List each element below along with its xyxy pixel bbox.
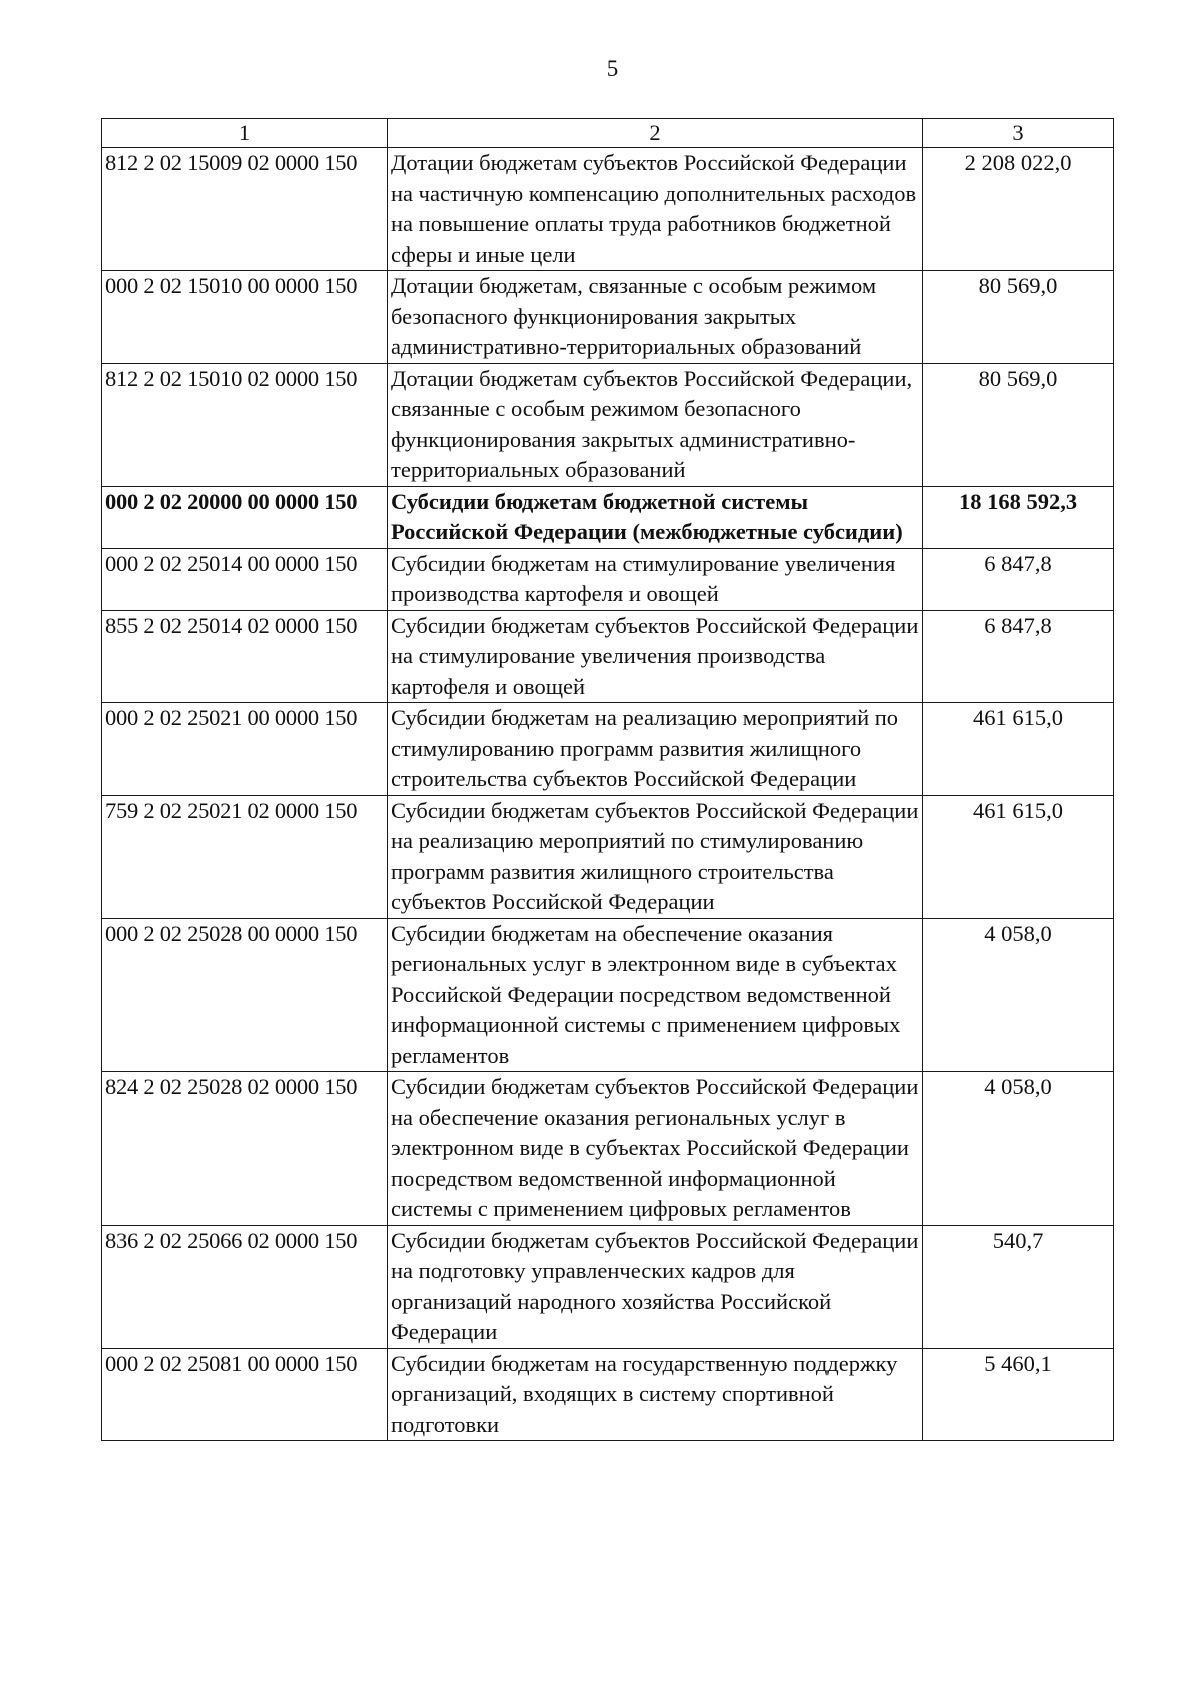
budget-code-cell: 824 2 02 25028 02 0000 150 — [102, 1072, 388, 1226]
description-cell: Субсидии бюджетам субъектов Российской Федерации на подготовку управленческих кадров для организаций народного хозяйства Российской Федерации — [388, 1225, 923, 1348]
table-row — [102, 1348, 1114, 1441]
table-row — [102, 548, 1114, 610]
amount-cell: 5 460,1 — [923, 1348, 1114, 1441]
amount-cell: 461 615,0 — [923, 703, 1114, 796]
description-cell: Дотации бюджетам субъектов Российской Федерации на частичную компенсацию дополнительных расходов на повышение оплаты труда работников бюджетной сферы и иные цели — [388, 148, 923, 271]
amount-cell: 80 569,0 — [923, 363, 1114, 486]
description-cell: Субсидии бюджетам на реализацию мероприятий по стимулированию программ развития жилищного строительства субъектов Российской Федерации — [388, 703, 923, 796]
table-row — [102, 795, 1114, 918]
budget-code-cell: 759 2 02 25021 02 0000 150 — [102, 795, 388, 918]
amount-cell: 6 847,8 — [923, 548, 1114, 610]
budget-code-cell: 000 2 02 25014 00 0000 150 — [102, 548, 388, 610]
table-body — [102, 148, 1114, 1441]
page-number: 5 — [606, 56, 619, 81]
amount-cell: 4 058,0 — [923, 1072, 1114, 1226]
amount-cell: 6 847,8 — [923, 610, 1114, 703]
budget-table — [101, 118, 1114, 1441]
table-header-row — [102, 119, 1114, 148]
amount-cell: 461 615,0 — [923, 795, 1114, 918]
column-header-description: 2 — [388, 119, 923, 148]
table-row — [102, 918, 1114, 1072]
amount-cell: 4 058,0 — [923, 918, 1114, 1072]
budget-code-cell: 000 2 02 20000 00 0000 150 — [102, 486, 388, 548]
description-cell: Дотации бюджетам субъектов Российской Федерации, связанные с особым режимом безопасного функционирования закрытых административно-территориальных образований — [388, 363, 923, 486]
description-cell: Субсидии бюджетам на государственную поддержку организаций, входящих в систему спортивной подготовки — [388, 1348, 923, 1441]
amount-cell: 18 168 592,3 — [923, 486, 1114, 548]
column-header-code: 1 — [102, 119, 388, 148]
description-cell: Субсидии бюджетам на обеспечение оказания региональных услуг в электронном виде в субъектах Российской Федерации посредством ведомственной информационной системы с применением цифровых регламентов — [388, 918, 923, 1072]
budget-code-cell: 836 2 02 25066 02 0000 150 — [102, 1225, 388, 1348]
description-cell: Субсидии бюджетам субъектов Российской Федерации на реализацию мероприятий по стимулированию программ развития жилищного строительства субъектов Российской Федерации — [388, 795, 923, 918]
description-cell: Субсидии бюджетам субъектов Российской Федерации на стимулирование увеличения производства картофеля и овощей — [388, 610, 923, 703]
table-row — [102, 610, 1114, 703]
table-row — [102, 363, 1114, 486]
table-row — [102, 1225, 1114, 1348]
budget-code-cell: 812 2 02 15010 02 0000 150 — [102, 363, 388, 486]
description-cell: Субсидии бюджетам на стимулирование увеличения производства картофеля и овощей — [388, 548, 923, 610]
table-row — [102, 1072, 1114, 1226]
budget-code-cell: 812 2 02 15009 02 0000 150 — [102, 148, 388, 271]
amount-cell: 540,7 — [923, 1225, 1114, 1348]
table-row-section-total — [102, 486, 1114, 548]
budget-code-cell: 000 2 02 25021 00 0000 150 — [102, 703, 388, 796]
amount-cell: 80 569,0 — [923, 271, 1114, 364]
column-header-amount: 3 — [923, 119, 1114, 148]
description-cell: Дотации бюджетам, связанные с особым режимом безопасного функционирования закрытых административно-территориальных образований — [388, 271, 923, 364]
description-cell: Субсидии бюджетам бюджетной системы Российской Федерации (межбюджетные субсидии) — [388, 486, 923, 548]
budget-code-cell: 000 2 02 15010 00 0000 150 — [102, 271, 388, 364]
description-cell: Субсидии бюджетам субъектов Российской Федерации на обеспечение оказания региональных услуг в электронном виде в субъектах Российской Федерации посредством ведомственной информационной системы с применением цифровых регламентов — [388, 1072, 923, 1226]
budget-code-cell: 000 2 02 25081 00 0000 150 — [102, 1348, 388, 1441]
budget-code-cell: 000 2 02 25028 00 0000 150 — [102, 918, 388, 1072]
table-row — [102, 703, 1114, 796]
table-row — [102, 271, 1114, 364]
table-row — [102, 148, 1114, 271]
amount-cell: 2 208 022,0 — [923, 148, 1114, 271]
budget-code-cell: 855 2 02 25014 02 0000 150 — [102, 610, 388, 703]
